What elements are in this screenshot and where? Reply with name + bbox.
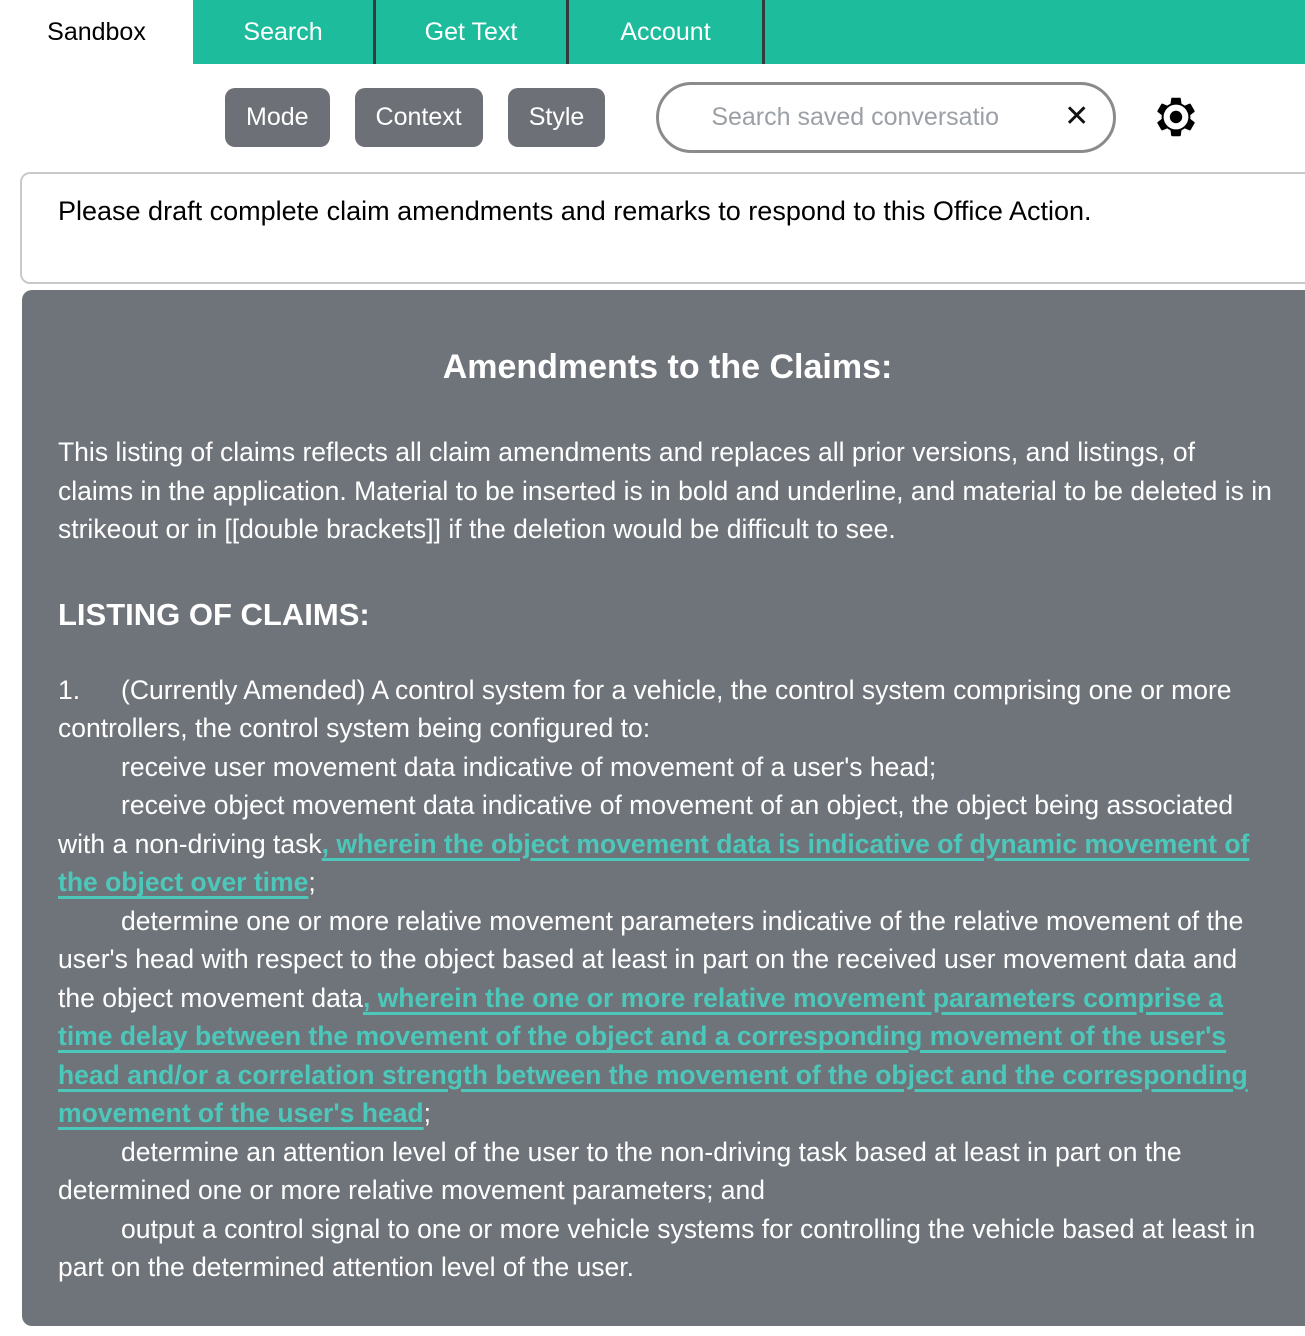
claim-clause [58,1133,1277,1210]
context-button[interactable]: Context [355,88,483,147]
claim-clause [58,1210,1277,1287]
claim-1 [58,671,1277,1287]
tab-get-text[interactable] [376,0,566,64]
mode-button[interactable]: Mode [225,88,330,147]
claim-text: receive object movement data indicative of movement of an object, the object being associated with a non-driving task [58,790,1234,859]
settings-gear-icon [1152,93,1200,141]
toolbar [0,64,1305,170]
claim-preamble-text: A control system for a vehicle, the control system comprising one or more controllers, the control system being configured to: [58,674,1232,743]
tab-account[interactable] [569,0,762,64]
settings-button[interactable] [1152,93,1200,141]
listing-of-claims-heading: LISTING OF CLAIMS: [58,596,370,632]
document-intro: This listing of claims reflects all claim amendments and replaces all prior versions, and listings, of claims in the application. Material to be inserted is in bold and underline, and material to be deleted is in strikeout or in [[double brackets]] if the deletion would be difficult to see. [58,437,1272,544]
inserted-text: , wherein the object movement data is indicative of dynamic movement of the object over time [58,828,1250,897]
document-panel [22,290,1305,1326]
search-input[interactable] [709,102,1060,133]
inserted-text: , wherein the one or more relative movement parameters comprise a time delay between the movement of the object and a corresponding movement of the user's head and/or a correlation strength between the movement of the object and the corresponding movement of the user's head [58,982,1248,1128]
claim-clauses [58,748,1277,1287]
tab-search-label: Search [243,17,323,46]
tab-search[interactable] [193,0,373,64]
prompt-text: Please draft complete claim amendments and remarks to respond to this Office Action. [58,196,1092,226]
tab-bar-filler [765,0,1305,64]
tab-account-label: Account [620,17,711,46]
claim-clause [58,748,1277,787]
claim-number: 1. [58,674,81,705]
claim-text: determine an attention level of the user to the non-driving task based at least in part on the determined one or more relative movement parameters; and [58,1136,1182,1205]
claim-text: receive user movement data indicative of movement of a user's head; [121,751,937,782]
claim-status: (Currently Amended) [121,674,366,705]
tab-sandbox-label: Sandbox [47,17,146,46]
teal-tab-strip [193,0,1305,64]
claim-text: ; [308,867,316,897]
document-title: Amendments to the Claims: [442,348,893,386]
search-box[interactable] [656,82,1116,153]
claim-text: ; [423,1098,431,1128]
tab-sandbox[interactable] [0,0,193,64]
claim-preamble [58,671,1277,748]
claim-text: determine one or more relative movement parameters indicative of the relative movement of the user's head with respect to the object based at least in part on the received user movement data and the object movement data [58,905,1244,1013]
claim-clause [58,902,1277,1133]
tab-get-text-label: Get Text [424,17,518,46]
style-button[interactable]: Style [508,88,606,147]
claim-clause [58,786,1277,902]
clear-x-icon[interactable]: ✕ [1060,102,1093,132]
claim-text: output a control signal to one or more vehicle systems for controlling the vehicle based at least in part on the determined attention level of the user. [58,1213,1256,1282]
top-tab-bar [0,0,1305,64]
prompt-input[interactable] [20,172,1305,284]
